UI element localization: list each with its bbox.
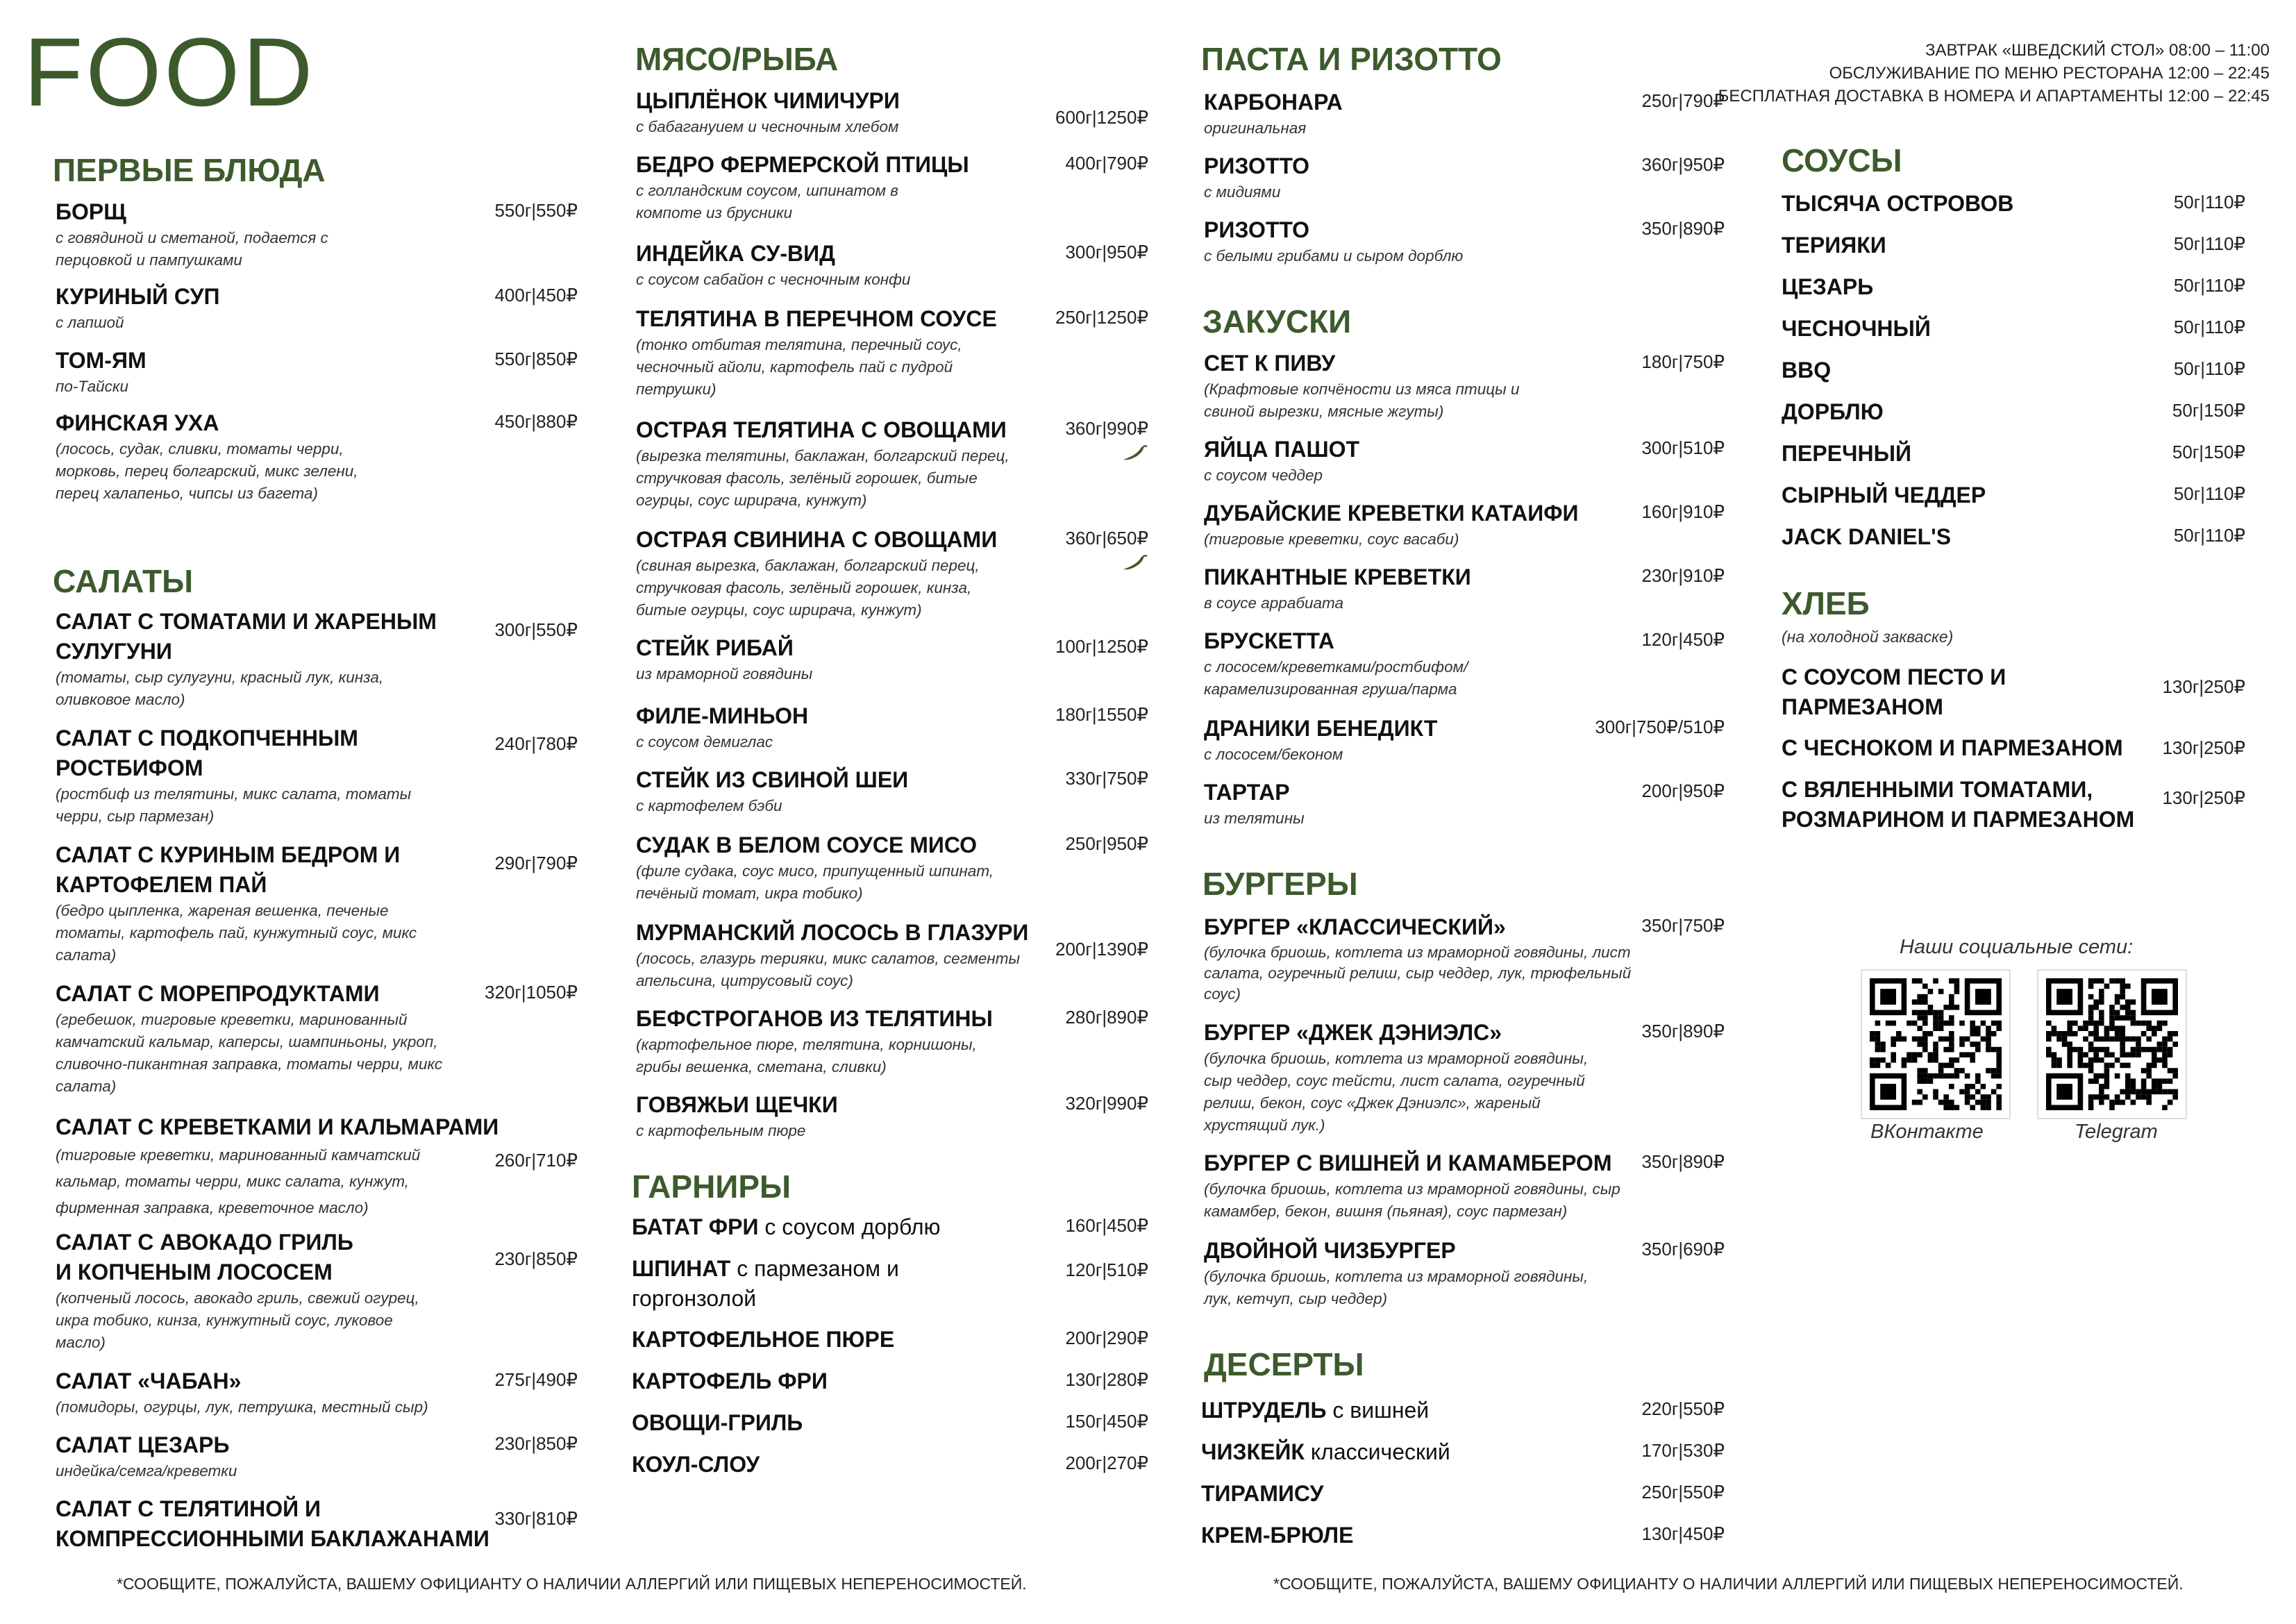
item-price: 360г|950₽ bbox=[1641, 154, 1725, 175]
menu-item bbox=[56, 607, 578, 711]
item-name: САЛАТ С ТОМАТАМИ И ЖАРЕНЫМ СУЛУГУНИ bbox=[56, 609, 437, 664]
item-name: САЛАТ С МОРЕПРОДУКТАМИ bbox=[56, 981, 380, 1006]
item-name: БУРГЕР «ДЖЕК ДЭНИЭЛС» bbox=[1204, 1020, 1502, 1045]
item-description: (булочка бриошь, котлета из мраморной говядины, лук, кетчуп, сыр чеддер) bbox=[1204, 1268, 1589, 1307]
menu-item bbox=[636, 1004, 1148, 1078]
menu-item bbox=[636, 304, 1148, 401]
item-name: СЫРНЫЙ ЧЕДДЕР bbox=[1782, 483, 1986, 508]
menu-item bbox=[1204, 499, 1725, 551]
item-price: 50г|110₽ bbox=[2173, 317, 2245, 337]
menu-item bbox=[1782, 189, 2245, 219]
item-name: ДВОЙНОЙ ЧИЗБУРГЕР bbox=[1204, 1238, 1456, 1263]
item-name: БУРГЕР С ВИШНЕЙ И КАМАМБЕРОМ bbox=[1204, 1150, 1612, 1175]
item-price: 240г|780₽ bbox=[494, 733, 578, 754]
menu-item bbox=[56, 408, 578, 505]
menu-item bbox=[1782, 662, 2245, 722]
item-price: 330г|810₽ bbox=[494, 1508, 578, 1529]
item-description: (томаты, сыр сулугуни, красный лук, кинза, оливковое масло) bbox=[56, 669, 384, 708]
item-name: САЛАТ «ЧАБАН» bbox=[56, 1368, 242, 1393]
item-name: БЕФСТРОГАНОВ ИЗ ТЕЛЯТИНЫ bbox=[636, 1006, 993, 1031]
item-price: 200г|290₽ bbox=[1065, 1328, 1148, 1348]
item-name: КРЕМ-БРЮЛЕ bbox=[1201, 1523, 1354, 1548]
item-name: САЛАТ С КРЕВЕТКАМИ И КАЛЬМАРАМИ bbox=[56, 1114, 499, 1139]
item-name: ТОМ-ЯМ bbox=[56, 348, 146, 373]
menu-item bbox=[56, 1366, 578, 1418]
menu-item bbox=[636, 150, 1148, 224]
item-description: с картофельным пюре bbox=[636, 1122, 806, 1139]
section-title-first-courses: ПЕРВЫЕ БЛЮДА bbox=[53, 152, 326, 188]
item-name: ОВОЩИ-ГРИЛЬ bbox=[632, 1410, 803, 1435]
item-price: 160г|450₽ bbox=[1065, 1215, 1148, 1236]
item-price: 170г|530₽ bbox=[1641, 1440, 1725, 1461]
item-description: (ростбиф из телятины, микс салата, томаты черри, сыр пармезан) bbox=[56, 785, 412, 825]
menu-item bbox=[1782, 355, 2245, 385]
menu-item bbox=[1782, 480, 2245, 510]
item-name: БОРЩ bbox=[56, 199, 126, 224]
menu-item bbox=[1201, 1521, 1725, 1550]
item-price: 220г|550₽ bbox=[1641, 1398, 1725, 1419]
menu-item bbox=[1204, 1236, 1725, 1310]
item-price: 280г|890₽ bbox=[1065, 1007, 1148, 1028]
item-price: 400г|790₽ bbox=[1065, 153, 1148, 174]
item-name: ОСТРАЯ ТЕЛЯТИНА С ОВОЩАМИ bbox=[636, 417, 1007, 442]
item-price: 130г|450₽ bbox=[1641, 1523, 1725, 1544]
item-description: (картофельное пюре, телятина, корнишоны, грибы вешенка, сметана, сливки) bbox=[636, 1036, 977, 1075]
hours-menu: ОБСЛУЖИВАНИЕ ПО МЕНЮ РЕСТОРАНА 12:00 – 22:45 bbox=[1829, 64, 2270, 83]
section-title-salads: САЛАТЫ bbox=[53, 563, 194, 599]
menu-item bbox=[1204, 1018, 1725, 1137]
item-price: 275г|490₽ bbox=[494, 1369, 578, 1390]
item-description: с соусом чеддер bbox=[1204, 467, 1323, 484]
item-price: 180г|750₽ bbox=[1641, 351, 1725, 372]
item-price: 250г|950₽ bbox=[1065, 833, 1148, 854]
item-name: ТАРТАР bbox=[1204, 780, 1290, 805]
section-title-sides: ГАРНИРЫ bbox=[632, 1169, 791, 1205]
menu-item bbox=[636, 918, 1148, 992]
item-price: 230г|850₽ bbox=[494, 1248, 578, 1269]
item-price: 160г|910₽ bbox=[1641, 501, 1725, 522]
menu-item bbox=[56, 1228, 578, 1354]
menu-item bbox=[56, 840, 578, 966]
item-description: (Крафтовые копчёности из мяса птицы и свиной вырезки, мясные жгуты) bbox=[1204, 380, 1520, 420]
item-name: САЛАТ ЦЕЗАРЬ bbox=[56, 1432, 230, 1457]
menu-title: FOOD bbox=[24, 17, 316, 126]
item-description: (тонко отбитая телятина, перечный соус, чесночный айоли, картофель пай с пудрой петрушки) bbox=[636, 336, 962, 398]
item-name: БЕДРО ФЕРМЕРСКОЙ ПТИЦЫ bbox=[636, 152, 969, 177]
item-description: (лосось, судак, сливки, томаты черри, морковь, перец болгарский, микс зелени, перец халапеньо, чипсы из багета) bbox=[56, 440, 358, 502]
item-price: 50г|150₽ bbox=[2172, 442, 2245, 462]
item-price: 320г|990₽ bbox=[1065, 1093, 1148, 1114]
hours-delivery: БЕСПЛАТНАЯ ДОСТАВКА В НОМЕРА И АПАРТАМЕНТЫ 12:00 – 22:45 bbox=[1718, 87, 2270, 106]
item-name: ШТРУДЕЛЬ bbox=[1201, 1398, 1327, 1423]
item-price: 130г|250₽ bbox=[2162, 676, 2245, 697]
item-price: 120г|510₽ bbox=[1065, 1259, 1148, 1280]
chili-pepper-icon bbox=[1121, 444, 1148, 462]
item-price: 290г|790₽ bbox=[494, 853, 578, 873]
item-price: 180г|1550₽ bbox=[1055, 704, 1148, 725]
menu-item bbox=[636, 239, 1148, 291]
menu-item bbox=[1201, 1396, 1725, 1425]
item-name: С ЧЕСНОКОМ И ПАРМЕЗАНОМ bbox=[1782, 735, 2123, 760]
menu-item bbox=[1204, 778, 1725, 830]
menu-item bbox=[56, 282, 578, 334]
item-price: 50г|110₽ bbox=[2173, 483, 2245, 504]
menu-item bbox=[632, 1366, 1148, 1396]
menu-item bbox=[56, 197, 578, 271]
item-price: 200г|950₽ bbox=[1641, 780, 1725, 801]
menu-item bbox=[1782, 522, 2245, 552]
item-extra: с соусом дорблю bbox=[758, 1214, 941, 1239]
telegram-label[interactable]: Telegram bbox=[2075, 1121, 2158, 1143]
menu-item bbox=[632, 1254, 1148, 1314]
item-name: ПИКАНТНЫЕ КРЕВЕТКИ bbox=[1204, 564, 1471, 589]
item-description: с лососем/креветками/ростбифом/ карамелизированная груша/парма bbox=[1204, 658, 1468, 698]
menu-item bbox=[1204, 87, 1725, 140]
item-price: 100г|1250₽ bbox=[1055, 636, 1148, 657]
section-title-sauces: СОУСЫ bbox=[1782, 142, 1902, 178]
menu-item bbox=[1204, 215, 1725, 267]
menu-item bbox=[636, 633, 1148, 685]
item-name: САЛАТ С ТЕЛЯТИНОЙ И КОМПРЕССИОННЫМИ БАКЛАЖАНАМИ bbox=[56, 1496, 489, 1551]
section-title-snacks: ЗАКУСКИ bbox=[1203, 303, 1352, 340]
menu-item bbox=[636, 765, 1148, 817]
item-description: (вырезка телятины, баклажан, болгарский перец, стручковая фасоль, зелёный горошек, битые огурцы, соус шрирача, кунжут) bbox=[636, 447, 1009, 509]
hours-breakfast: ЗАВТРАК «ШВЕДСКИЙ СТОЛ» 08:00 – 11:00 bbox=[1925, 41, 2270, 60]
item-name: БРУСКЕТТА bbox=[1204, 628, 1334, 653]
menu-item bbox=[1782, 733, 2245, 763]
item-price: 200г|270₽ bbox=[1065, 1453, 1148, 1473]
item-description: в соусе аррабиата bbox=[1204, 594, 1344, 612]
menu-item bbox=[56, 723, 578, 828]
item-description: (филе судака, соус мисо, припущенный шпинат, печёный томат, икра тобико) bbox=[636, 862, 994, 902]
item-price: 450г|880₽ bbox=[494, 411, 578, 432]
item-description: с лапшой bbox=[56, 314, 124, 331]
item-price: 350г|890₽ bbox=[1641, 1151, 1725, 1172]
item-price: 250г|790₽ bbox=[1641, 90, 1725, 111]
item-price: 360г|990₽ bbox=[1065, 418, 1148, 439]
item-description: (булочка бриошь, котлета из мраморной говядины, сыр камамбер, бекон, вишня (пьяная), соус пармезан) bbox=[1204, 1180, 1620, 1220]
menu-item bbox=[636, 415, 1148, 512]
item-price: 230г|850₽ bbox=[494, 1433, 578, 1454]
item-description: с голландским соусом, шпинатом в компоте из брусники bbox=[636, 182, 898, 221]
item-name: САЛАТ С КУРИНЫМ БЕДРОМ И КАРТОФЕЛЕМ ПАЙ bbox=[56, 842, 401, 897]
item-description: с соусом демиглас bbox=[636, 733, 773, 751]
item-name: ЦЫПЛЁНОК ЧИМИЧУРИ bbox=[636, 88, 900, 113]
item-name: КАРБОНАРА bbox=[1204, 90, 1343, 115]
menu-item bbox=[1782, 231, 2245, 260]
item-name: ЯЙЦА ПАШОТ bbox=[1204, 437, 1360, 462]
item-price: 130г|250₽ bbox=[2162, 737, 2245, 758]
item-name: ШПИНАТ bbox=[632, 1256, 731, 1281]
item-price: 300г|950₽ bbox=[1065, 242, 1148, 262]
qr-code-icon[interactable] bbox=[1861, 969, 2011, 1119]
menu-item bbox=[1782, 775, 2245, 835]
menu-item bbox=[1204, 562, 1725, 614]
item-name: ТЕРИЯКИ bbox=[1782, 233, 1886, 258]
item-name: ФИНСКАЯ УХА bbox=[56, 410, 219, 435]
item-price: 250г|1250₽ bbox=[1055, 307, 1148, 328]
menu-item bbox=[56, 1112, 578, 1221]
item-price: 600г|1250₽ bbox=[1055, 107, 1148, 128]
item-price: 330г|750₽ bbox=[1065, 768, 1148, 789]
item-price: 150г|450₽ bbox=[1065, 1411, 1148, 1432]
item-name: САЛАТ С АВОКАДО ГРИЛЬ И КОПЧЕНЫМ ЛОСОСЕМ bbox=[56, 1230, 353, 1284]
service-hours bbox=[1718, 39, 2270, 108]
item-description: (помидоры, огурцы, лук, петрушка, местный сыр) bbox=[56, 1398, 428, 1416]
item-name: САЛАТ С ПОДКОПЧЕННЫМ РОСТБИФОМ bbox=[56, 726, 358, 780]
item-name: ОСТРАЯ СВИНИНА С ОВОЩАМИ bbox=[636, 527, 998, 552]
item-price: 130г|250₽ bbox=[2162, 787, 2245, 808]
item-description: (тигровые креветки, соус васаби) bbox=[1204, 530, 1459, 548]
social-title: Наши социальные сети: bbox=[1900, 936, 2134, 958]
menu-item bbox=[636, 1090, 1148, 1142]
bread-note: (на холодной закваске) bbox=[1782, 628, 1954, 646]
item-description: с говядиной и сметаной, подается с перцовкой и пампушками bbox=[56, 229, 328, 269]
item-name: РИЗОТТО bbox=[1204, 217, 1310, 242]
item-name: ДОРБЛЮ bbox=[1782, 399, 1884, 424]
item-price: 260г|710₽ bbox=[494, 1150, 578, 1171]
item-description: (бедро цыпленка, жареная вешенка, печеные томаты, картофель пай, кунжутный соус, микс салата) bbox=[56, 902, 417, 964]
section-title-bread: ХЛЕБ bbox=[1782, 585, 1870, 621]
item-description: индейка/семга/креветки bbox=[56, 1462, 237, 1480]
item-name: ФИЛЕ-МИНЬОН bbox=[636, 703, 809, 728]
menu-item bbox=[632, 1325, 1148, 1355]
item-name: СЕТ К ПИВУ bbox=[1204, 351, 1336, 376]
menu-item bbox=[1204, 1148, 1725, 1223]
item-description: (гребешок, тигровые креветки, маринованный камчатский кальмар, каперсы, шампиньоны, укроп, сливочно-пикантная заправка, томаты черри, микс салата) bbox=[56, 1011, 443, 1095]
item-name: МУРМАНСКИЙ ЛОСОСЬ В ГЛАЗУРИ bbox=[636, 920, 1029, 945]
menu-item bbox=[632, 1450, 1148, 1480]
item-description: по-Тайски bbox=[56, 378, 129, 395]
menu-item bbox=[1782, 272, 2245, 302]
item-name: ЧЕСНОЧНЫЙ bbox=[1782, 316, 1931, 341]
item-name: КАРТОФЕЛЬ ФРИ bbox=[632, 1368, 828, 1393]
menu-item bbox=[1204, 349, 1725, 423]
item-name: КУРИНЫЙ СУП bbox=[56, 284, 220, 309]
item-description: оригинальная bbox=[1204, 119, 1307, 137]
item-description: из телятины bbox=[1204, 810, 1305, 827]
vk-label[interactable]: ВКонтакте bbox=[1870, 1121, 1984, 1143]
item-name: ЧИЗКЕЙК bbox=[1201, 1439, 1305, 1464]
item-name: С ВЯЛЕННЫМИ ТОМАТАМИ, РОЗМАРИНОМ И ПАРМЕЗАНОМ bbox=[1782, 777, 2135, 832]
item-name: БАТАТ ФРИ bbox=[632, 1214, 759, 1239]
item-price: 400г|450₽ bbox=[494, 285, 578, 305]
item-extra: с пармезаном и горгонзолой bbox=[632, 1256, 899, 1311]
section-title-burgers: БУРГЕРЫ bbox=[1203, 866, 1358, 902]
menu-item bbox=[1204, 626, 1725, 701]
item-name: ЦЕЗАРЬ bbox=[1782, 274, 1874, 299]
item-price: 300г|550₽ bbox=[494, 619, 578, 640]
item-price: 120г|450₽ bbox=[1641, 629, 1725, 650]
item-price: 230г|910₽ bbox=[1641, 565, 1725, 586]
menu-item bbox=[56, 1494, 578, 1554]
menu-item bbox=[56, 346, 578, 398]
menu-item bbox=[1782, 439, 2245, 469]
allergy-footnote: *СООБЩИТЕ, ПОЖАЛУЙСТА, ВАШЕМУ ОФИЦИАНТУ О НАЛИЧИИ АЛЛЕРГИЙ ИЛИ ПИЩЕВЫХ НЕПЕРЕНОСИМОСТЕЙ. bbox=[117, 1575, 1027, 1593]
item-name: КАРТОФЕЛЬНОЕ ПЮРЕ bbox=[632, 1327, 895, 1352]
section-title-meat-fish: МЯСО/РЫБА bbox=[635, 41, 839, 77]
menu-item bbox=[1782, 397, 2245, 427]
item-name: ТЕЛЯТИНА В ПЕРЕЧНОМ СОУСЕ bbox=[636, 306, 997, 331]
item-price: 360г|650₽ bbox=[1065, 528, 1148, 549]
item-description: (копченый лосось, авокадо гриль, свежий огурец, икра тобико, кинза, кунжутный соус, луковое масло) bbox=[56, 1289, 419, 1351]
item-price: 350г|890₽ bbox=[1641, 218, 1725, 239]
item-name: JACK DANIEL'S bbox=[1782, 524, 1952, 549]
item-price: 50г|110₽ bbox=[2173, 525, 2245, 546]
menu-item bbox=[1201, 1437, 1725, 1467]
menu-item bbox=[636, 830, 1148, 905]
chili-pepper-icon bbox=[1121, 554, 1148, 572]
item-name: ТЫСЯЧА ОСТРОВОВ bbox=[1782, 191, 2014, 216]
item-description: с картофелем бэби bbox=[636, 797, 782, 814]
item-name: ТИРАМИСУ bbox=[1201, 1481, 1324, 1506]
item-price: 200г|1390₽ bbox=[1055, 939, 1148, 960]
item-description: (свиная вырезка, баклажан, болгарский перец, стручковая фасоль, зелёный горошек, кинза, битые огурцы, соус шрирача, кунжут) bbox=[636, 557, 980, 619]
menu-item bbox=[1201, 1479, 1725, 1509]
item-price: 50г|110₽ bbox=[2173, 233, 2245, 254]
item-description: (булочка бриошь, котлета из мраморной говядины, лист салата, огуречный релиш, сыр чеддер, лук, трюфельный соус) bbox=[1204, 944, 1632, 1003]
item-name: СУДАК В БЕЛОМ СОУСЕ МИСО bbox=[636, 832, 978, 857]
item-description: (булочка бриошь, котлета из мраморной говядины, сыр чеддер, соус тейсти, лист салата, огуречный релиш, бекон, соус «Джек Дэниэлс», жареный хрустящий лук.) bbox=[1204, 1050, 1589, 1134]
item-name: ПЕРЕЧНЫЙ bbox=[1782, 441, 1911, 466]
item-price: 130г|280₽ bbox=[1065, 1369, 1148, 1390]
section-title-desserts: ДЕСЕРТЫ bbox=[1204, 1346, 1364, 1382]
menu-item bbox=[632, 1212, 1148, 1242]
menu-item bbox=[1204, 151, 1725, 203]
item-name: ИНДЕЙКА СУ-ВИД bbox=[636, 241, 835, 266]
item-description: с соусом сабайон с чесночным конфи bbox=[636, 271, 911, 288]
menu-item bbox=[56, 979, 578, 1098]
allergy-footnote: *СООБЩИТЕ, ПОЖАЛУЙСТА, ВАШЕМУ ОФИЦИАНТУ О НАЛИЧИИ АЛЛЕРГИЙ ИЛИ ПИЩЕВЫХ НЕПЕРЕНОСИМОСТЕЙ. bbox=[1273, 1575, 2184, 1593]
item-price: 550г|850₽ bbox=[494, 349, 578, 369]
item-name: BBQ bbox=[1782, 358, 1832, 383]
item-price: 50г|110₽ bbox=[2173, 192, 2245, 212]
qr-code-icon[interactable] bbox=[2037, 969, 2187, 1119]
item-price: 250г|550₽ bbox=[1641, 1482, 1725, 1502]
item-description: с мидиями bbox=[1204, 183, 1281, 201]
item-price: 350г|690₽ bbox=[1641, 1239, 1725, 1259]
item-price: 550г|550₽ bbox=[494, 200, 578, 221]
item-extra: с вишней bbox=[1326, 1398, 1430, 1423]
menu-item bbox=[632, 1408, 1148, 1438]
item-name: КОУЛ-СЛОУ bbox=[632, 1452, 760, 1477]
item-name: ДРАНИКИ БЕНЕДИКТ bbox=[1204, 716, 1438, 741]
item-price: 50г|110₽ bbox=[2173, 275, 2245, 296]
menu-item bbox=[636, 701, 1148, 753]
item-name: СТЕЙК РИБАЙ bbox=[636, 635, 794, 660]
item-name: ГОВЯЖЬИ ЩЕЧКИ bbox=[636, 1092, 838, 1117]
menu-item bbox=[1204, 714, 1725, 766]
item-description: (лосось, глазурь терияки, микс салатов, сегменты апельсина, цитрусовый соус) bbox=[636, 950, 1021, 989]
menu-item bbox=[1204, 435, 1725, 487]
item-description: (тигровые креветки, маринованный камчатский кальмар, томаты черри, микс салата, кунжут, фирменная заправка, креветочное масло) bbox=[56, 1146, 421, 1216]
item-name: БУРГЕР «КЛАССИЧЕСКИЙ» bbox=[1204, 914, 1506, 939]
menu-item bbox=[1204, 912, 1725, 1005]
item-price: 320г|1050₽ bbox=[485, 982, 578, 1003]
item-name: ДУБАЙСКИЕ КРЕВЕТКИ КАТАИФИ bbox=[1204, 501, 1579, 526]
item-price: 50г|150₽ bbox=[2172, 400, 2245, 421]
menu-item bbox=[56, 1430, 578, 1482]
item-description: из мраморной говядины bbox=[636, 665, 813, 683]
item-description: с бабагануием и чесночным хлебом bbox=[636, 118, 899, 135]
menu-item bbox=[636, 86, 1148, 138]
item-price: 300г|510₽ bbox=[1641, 437, 1725, 458]
item-name: РИЗОТТО bbox=[1204, 153, 1310, 178]
item-price: 350г|750₽ bbox=[1641, 915, 1725, 936]
menu-item bbox=[636, 525, 1148, 621]
item-name: СТЕЙК ИЗ СВИНОЙ ШЕИ bbox=[636, 767, 909, 792]
item-price: 350г|890₽ bbox=[1641, 1021, 1725, 1041]
menu-item bbox=[1782, 314, 2245, 344]
item-price: 300г|750₽/510₽ bbox=[1595, 717, 1725, 737]
section-title-pasta: ПАСТА И РИЗОТТО bbox=[1201, 41, 1502, 77]
item-description: с лососем/беконом bbox=[1204, 746, 1343, 763]
item-name: С СОУСОМ ПЕСТО И ПАРМЕЗАНОМ bbox=[1782, 664, 2006, 719]
item-description: с белыми грибами и сыром дорблю bbox=[1204, 247, 1464, 265]
item-extra: классический bbox=[1304, 1439, 1450, 1464]
item-price: 50г|110₽ bbox=[2173, 358, 2245, 379]
